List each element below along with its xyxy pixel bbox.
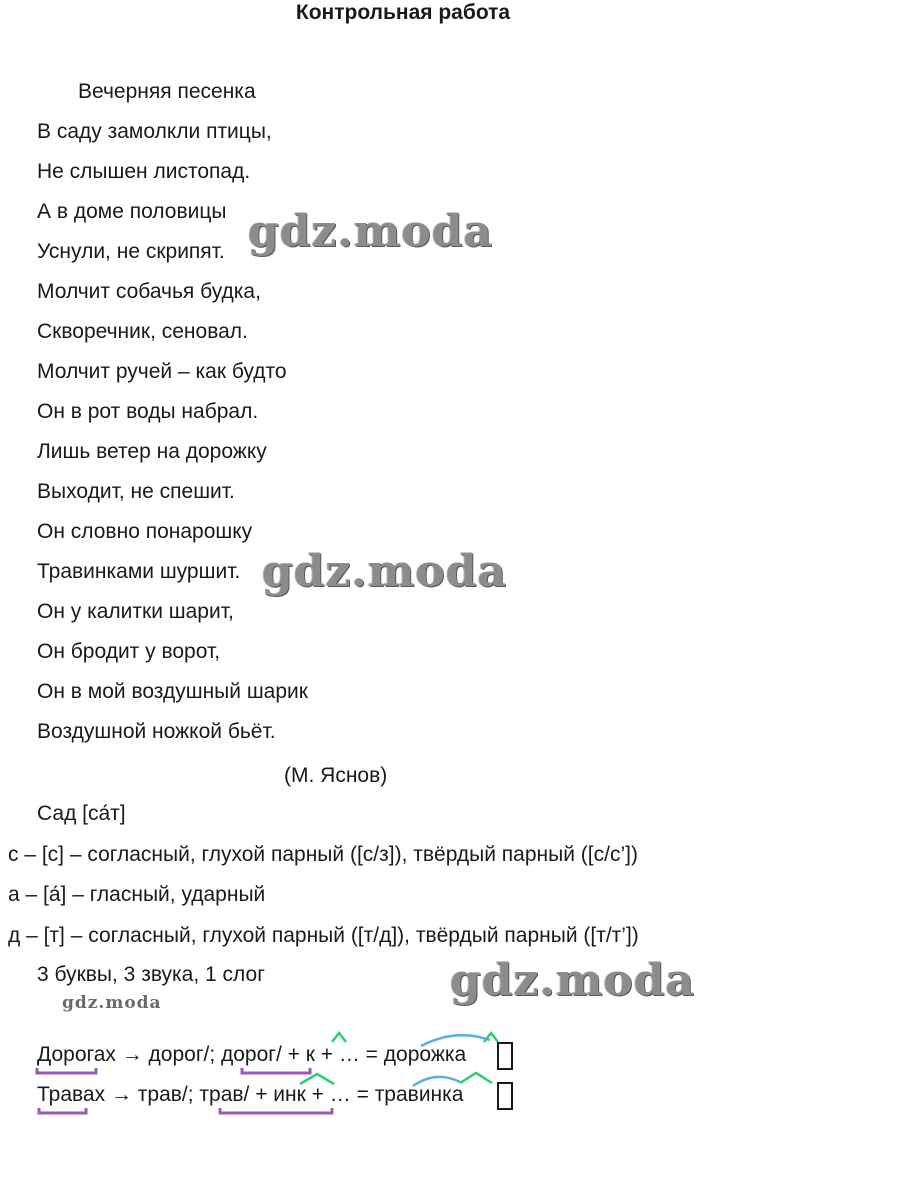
poem-line: Он в рот воды набрал.	[37, 400, 259, 423]
poem-line: Лишь ветер на дорожку	[37, 440, 267, 463]
ending-box	[498, 1043, 512, 1069]
stem-mark	[242, 1068, 310, 1073]
ending-mark	[39, 1108, 86, 1113]
watermark-small: gdz.moda	[62, 993, 162, 1013]
poem-line: Он у калитки шарит,	[37, 600, 234, 623]
ending-mark	[37, 1068, 96, 1073]
poem-line: Уснули, не скрипят.	[37, 240, 225, 263]
poem-line: Он словно понарошку	[37, 520, 253, 543]
poem-line: Травинками шуршит.	[37, 560, 241, 583]
poem-line: Воздушной ножкой бьёт.	[37, 720, 276, 743]
ending-box	[498, 1083, 512, 1109]
poem-line: Скворечник, сеновал.	[37, 320, 248, 343]
poem-line: Он бродит у ворот,	[37, 640, 221, 663]
analysis-summary: 3 буквы, 3 звука, 1 слог	[37, 963, 265, 986]
poem-title: Вечерняя песенка	[78, 80, 256, 103]
poem-line: Не слышен листопад.	[37, 160, 251, 183]
poem-line: Он в мой воздушный шарик	[37, 680, 308, 703]
analysis-letter: а – [а́] – гласный, ударный	[8, 883, 266, 906]
watermark: gdz.moda	[450, 955, 696, 1006]
suffix-mark	[332, 1033, 346, 1042]
watermark: gdz.moda	[262, 546, 508, 597]
analysis-letter: с – [с] – согласный, глухой парный ([с/з]), твёрдый парный ([с/с’])	[8, 843, 638, 866]
analysis-word: Сад [са́т]	[37, 802, 126, 825]
stem-mark	[220, 1108, 332, 1113]
poem-line: А в доме половицы	[37, 200, 227, 223]
suffix-mark	[460, 1073, 492, 1083]
analysis-letter: д – [т] – согласный, глухой парный ([т/д]), твёрдый парный ([т/т’])	[8, 924, 639, 947]
poem-line: Выходит, не спешит.	[37, 480, 235, 503]
word-formation-line: Дорогах → дорог/; дорог/ + к + … = дорожка	[37, 1043, 467, 1066]
poem-author: (М. Яснов)	[284, 764, 388, 787]
suffix-mark	[484, 1033, 498, 1042]
word-formation-line: Травах → трав/; трав/ + инк + … = травинка	[37, 1083, 464, 1106]
watermark: gdz.moda	[248, 206, 494, 257]
page-title: Контрольная работа	[295, 1, 511, 24]
poem-line: Молчит собачья будка,	[37, 280, 261, 303]
poem-line: В саду замолкли птицы,	[37, 120, 272, 143]
poem-line: Молчит ручей – как будто	[37, 360, 287, 383]
